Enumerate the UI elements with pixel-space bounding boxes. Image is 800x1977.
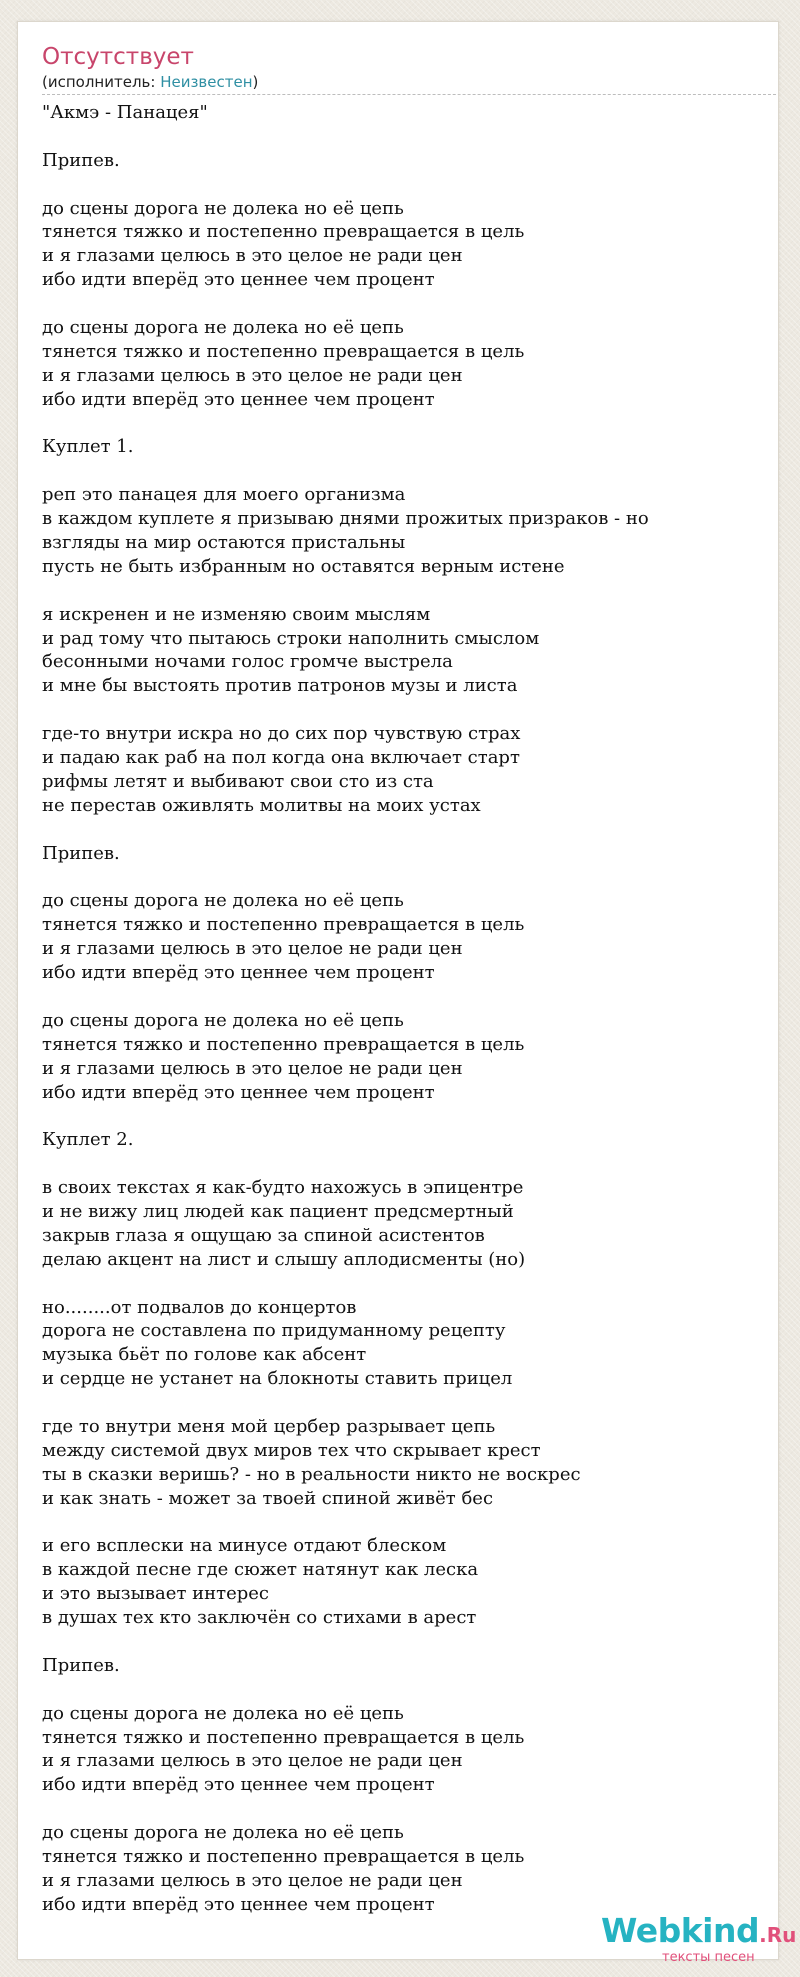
header-divider xyxy=(42,94,776,95)
watermark-tagline: тексты песен xyxy=(662,1950,755,1965)
lyric-blank-line xyxy=(42,1678,772,1702)
lyric-line: "Акмэ - Панацея" xyxy=(42,102,208,123)
lyric-blank-line xyxy=(42,1104,772,1128)
artist-prefix: (исполнитель: xyxy=(42,73,161,91)
lyric-blank-line xyxy=(42,1511,772,1535)
lyric-blank-line xyxy=(42,1391,772,1415)
lyric-blank-line xyxy=(42,1272,772,1296)
lyric-line: реп это панацея для моего организма xyxy=(42,484,406,506)
lyric-blank-line xyxy=(42,1630,772,1654)
lyric-line: дорога не составлена по придуманному рецепту xyxy=(42,1320,506,1342)
lyric-line: до сцены дорога не долека но её цепь xyxy=(42,1822,404,1844)
song-header xyxy=(42,42,776,98)
lyric-line: ибо идти вперёд это ценнее чем процент xyxy=(42,1081,435,1103)
lyric-blank-line xyxy=(42,125,772,149)
lyric-line: в каждой песне где сюжет натянут как леска xyxy=(42,1559,479,1581)
artist-suffix: ) xyxy=(252,73,259,91)
lyric-line: и рад тому что пытаюсь строки наполнить смыслом xyxy=(42,627,540,649)
lyric-line: Куплет 2. xyxy=(42,1129,134,1151)
lyric-line: ибо идти вперёд это ценнее чем процент xyxy=(42,1893,435,1915)
lyric-line: взгляды на мир остаются пристальны xyxy=(42,532,406,554)
lyric-line: музыка бьёт по голове как абсент xyxy=(42,1344,367,1366)
lyric-blank-line xyxy=(42,985,772,1009)
lyric-line: бесонными ночами голос громче выстрела xyxy=(42,651,453,673)
lyric-line: рифмы летят и выбивают свои сто из ста xyxy=(42,770,434,792)
lyric-blank-line xyxy=(42,698,772,722)
lyric-line: тянется тяжко и постепенно превращается в цель xyxy=(42,340,525,362)
lyric-blank-line xyxy=(42,173,772,197)
lyric-line: ибо идти вперёд это ценнее чем процент xyxy=(42,269,435,291)
lyric-line: пусть не быть избранным но оставятся верным истене xyxy=(42,555,565,577)
lyric-line: и это вызывает интерес xyxy=(42,1583,269,1605)
lyric-blank-line xyxy=(42,292,772,316)
lyric-line: и падаю как раб на пол когда она включает старт xyxy=(42,747,520,769)
lyric-blank-line xyxy=(42,1797,772,1821)
lyric-blank-line xyxy=(42,412,772,436)
lyric-blank-line xyxy=(42,866,772,890)
lyric-line: делаю акцент на лист и слышу аплодисменты (но) xyxy=(42,1248,526,1270)
lyric-line: и я глазами целюсь в это целое не ради цен xyxy=(42,938,463,960)
lyric-line: Припев. xyxy=(42,1654,120,1676)
song-title: Отсутствует xyxy=(42,44,194,70)
lyric-line: и я глазами целюсь в это целое не ради цен xyxy=(42,1869,463,1891)
lyric-line: ибо идти вперёд это ценнее чем процент xyxy=(42,388,435,410)
lyric-line: где то внутри меня мой цербер разрывает цепь xyxy=(42,1415,496,1437)
lyric-line: и его всплески на минусе отдают блеском xyxy=(42,1535,447,1557)
watermark-tld: .Ru xyxy=(759,1923,797,1947)
lyric-line: в своих текстах я как-будто нахожусь в эпицентре xyxy=(42,1177,524,1199)
lyric-line: и я глазами целюсь в это целое не ради цен xyxy=(42,1750,463,1772)
lyric-line: и как знать - может за твоей спиной живёт бес xyxy=(42,1487,494,1509)
lyric-line: ты в сказки веришь? - но в реальности никто не воскрес xyxy=(42,1463,581,1485)
lyric-line: Припев. xyxy=(42,149,120,171)
lyric-blank-line xyxy=(42,579,772,603)
lyric-line: до сцены дорога не долека но её цепь xyxy=(42,890,404,912)
lyric-line: я искренен и не изменяю своим мыслям xyxy=(42,603,431,625)
watermark-main: Webkind xyxy=(601,1911,760,1950)
lyric-line: закрыв глаза я ощущаю за спиной асистентов xyxy=(42,1224,485,1246)
lyric-line: не перестав оживлять молитвы на моих устах xyxy=(42,794,481,816)
lyric-line: до сцены дорога не долека но её цепь xyxy=(42,317,404,339)
lyric-line: но........от подвалов до концертов xyxy=(42,1296,357,1318)
lyric-line: тянется тяжко и постепенно превращается в цель xyxy=(42,1846,525,1868)
lyric-line: ибо идти вперёд это ценнее чем процент xyxy=(42,1774,435,1796)
lyrics-text xyxy=(42,101,772,1917)
lyric-line: тянется тяжко и постепенно превращается в цель xyxy=(42,221,525,243)
artist-link[interactable]: Неизвестен xyxy=(160,73,253,91)
lyric-line: и не вижу лиц людей как пациент предсмертный xyxy=(42,1200,514,1222)
lyric-line: тянется тяжко и постепенно превращается в цель xyxy=(42,1033,525,1055)
lyric-line: до сцены дорога не долека но её цепь xyxy=(42,1009,404,1031)
lyric-line: Припев. xyxy=(42,842,120,864)
lyric-line: и я глазами целюсь в это целое не ради цен xyxy=(42,364,463,386)
lyric-line: тянется тяжко и постепенно превращается в цель xyxy=(42,914,525,936)
watermark-logo xyxy=(579,1910,797,1970)
lyrics-card xyxy=(17,21,797,1965)
lyric-line: Куплет 1. xyxy=(42,436,134,458)
lyric-blank-line xyxy=(42,459,772,483)
lyric-line: до сцены дорога не долека но её цепь xyxy=(42,1702,404,1724)
lyric-line: тянется тяжко и постепенно превращается в цель xyxy=(42,1726,525,1748)
lyric-line: до сцены дорога не долека но её цепь xyxy=(42,197,404,219)
lyric-line: и я глазами целюсь в это целое не ради цен xyxy=(42,1057,463,1079)
lyric-line: в душах тех кто заключён со стихами в арест xyxy=(42,1607,477,1629)
lyric-line: и сердце не устанет на блокноты ставить прицел xyxy=(42,1368,513,1390)
lyric-line: между системой двух миров тех что скрывает крест xyxy=(42,1439,541,1461)
lyric-blank-line xyxy=(42,1152,772,1176)
lyric-line: в каждом куплете я призываю днями прожитых призраков - но xyxy=(42,508,649,530)
lyric-line: и я глазами целюсь в это целое не ради цен xyxy=(42,245,463,267)
lyric-line: где-то внутри искра но до сих пор чувствую страх xyxy=(42,723,521,745)
lyric-line: и мне бы выстоять против патронов музы и листа xyxy=(42,675,518,697)
lyric-blank-line xyxy=(42,818,772,842)
lyric-line: ибо идти вперёд это ценнее чем процент xyxy=(42,962,435,984)
artist-line xyxy=(42,72,258,92)
